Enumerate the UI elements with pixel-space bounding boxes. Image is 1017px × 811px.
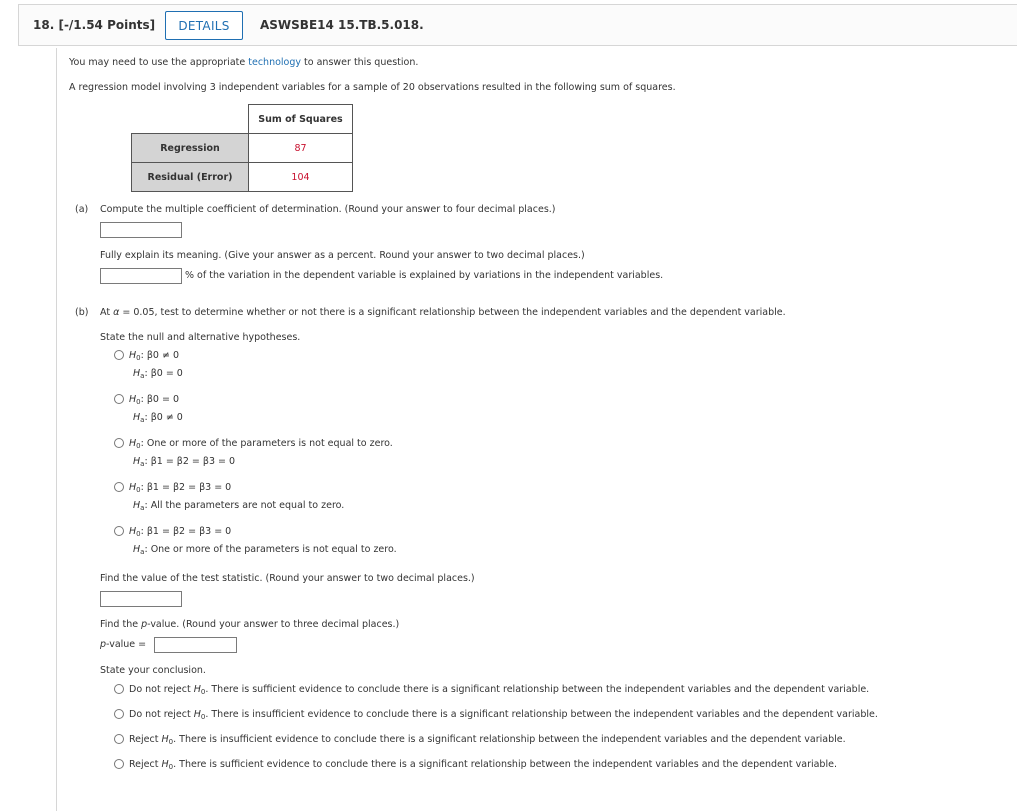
part-b-label: (b) — [75, 307, 89, 318]
p-value-input[interactable] — [154, 637, 237, 653]
question-code: ASWSBE14 15.TB.5.018. — [260, 18, 424, 32]
part-a-prompt: Compute the multiple coefficient of determination. (Round your answer to four decimal places.) — [100, 204, 556, 215]
conclusion-prompt: State your conclusion. — [100, 665, 206, 676]
hypothesis-2-alt: $H_a$: β0 ≠ 0 — [133, 412, 183, 424]
p-value-label: p-value = — [100, 639, 147, 650]
hypothesis-option-3-radio[interactable] — [114, 438, 124, 448]
part-a-label: (a) — [75, 204, 89, 215]
conclusion-option-4: Reject $H_0$. There is sufficient evidence to conclude there is a significant relationship between the independent variables and the dependent variable. — [129, 759, 837, 771]
conclusion-option-2-radio[interactable] — [114, 709, 124, 719]
question-header — [18, 4, 1017, 46]
hypothesis-1-null: $H_0$: β0 ≠ 0 — [129, 350, 180, 362]
table-value: 87 — [249, 134, 353, 163]
technology-note: You may need to use the appropriate technology to answer this question. — [69, 57, 419, 68]
explain-prompt: Fully explain its meaning. (Give your answer as a percent. Round your answer to two decimal places.) — [100, 250, 585, 261]
column-header: Sum of Squares — [249, 105, 353, 134]
test-statistic-prompt: Find the value of the test statistic. (Round your answer to two decimal places.) — [100, 573, 475, 584]
conclusion-option-1-radio[interactable] — [114, 684, 124, 694]
row-header: Residual (Error) — [132, 163, 249, 192]
hypothesis-3-null: $H_0$: One or more of the parameters is not equal to zero. — [129, 438, 393, 450]
question-body — [56, 48, 1017, 811]
table-header-row — [132, 105, 353, 134]
p-value-prompt: Find the p-value. (Round your answer to three decimal places.) — [100, 619, 400, 630]
hypothesis-option-5-radio[interactable] — [114, 526, 124, 536]
question-number-and-points: 18. [-/1.54 Points] — [33, 18, 156, 32]
table-row — [132, 134, 353, 163]
hypothesis-4-alt: $H_a$: All the parameters are not equal to zero. — [133, 500, 345, 512]
r-squared-input[interactable] — [100, 222, 182, 238]
alpha-prompt: At α = 0.05, test to determine whether or not there is a significant relationship between the independent variables and the dependent variable. — [100, 307, 786, 318]
technology-link[interactable]: technology — [248, 57, 302, 68]
percent-input[interactable] — [100, 268, 182, 284]
hypothesis-1-alt: $H_a$: β0 = 0 — [133, 368, 183, 380]
problem-statement: A regression model involving 3 independent variables for a sample of 20 observations resulted in the following sum of squares. — [69, 82, 676, 93]
conclusion-option-4-radio[interactable] — [114, 759, 124, 769]
hypothesis-5-null: $H_0$: β1 = β2 = β3 = 0 — [129, 526, 232, 538]
conclusion-option-2: Do not reject $H_0$. There is insufficient evidence to conclude there is a significant relationship between the independent variables and the dependent variable. — [129, 709, 878, 721]
hypotheses-prompt: State the null and alternative hypotheses. — [100, 332, 301, 343]
hypothesis-option-2-radio[interactable] — [114, 394, 124, 404]
conclusion-option-3: Reject $H_0$. There is insufficient evidence to conclude there is a significant relationship between the independent variables and the dependent variable. — [129, 734, 846, 746]
table-value: 104 — [249, 163, 353, 192]
conclusion-option-1: Do not reject $H_0$. There is sufficient evidence to conclude there is a significant relationship between the independent variables and the dependent variable. — [129, 684, 870, 696]
hypothesis-5-alt: $H_a$: One or more of the parameters is not equal to zero. — [133, 544, 397, 556]
row-header: Regression — [132, 134, 249, 163]
hypothesis-2-null: $H_0$: β0 = 0 — [129, 394, 180, 406]
conclusion-option-3-radio[interactable] — [114, 734, 124, 744]
test-statistic-input[interactable] — [100, 591, 182, 607]
hypothesis-option-4-radio[interactable] — [114, 482, 124, 492]
details-button[interactable]: DETAILS — [165, 11, 243, 40]
sum-of-squares-table — [131, 104, 353, 192]
table-row — [132, 163, 353, 192]
hypothesis-3-alt: $H_a$: β1 = β2 = β3 = 0 — [133, 456, 236, 468]
percent-suffix: % of the variation in the dependent variable is explained by variations in the independent variables. — [185, 270, 664, 281]
hypothesis-4-null: $H_0$: β1 = β2 = β3 = 0 — [129, 482, 232, 494]
hypothesis-option-1-radio[interactable] — [114, 350, 124, 360]
